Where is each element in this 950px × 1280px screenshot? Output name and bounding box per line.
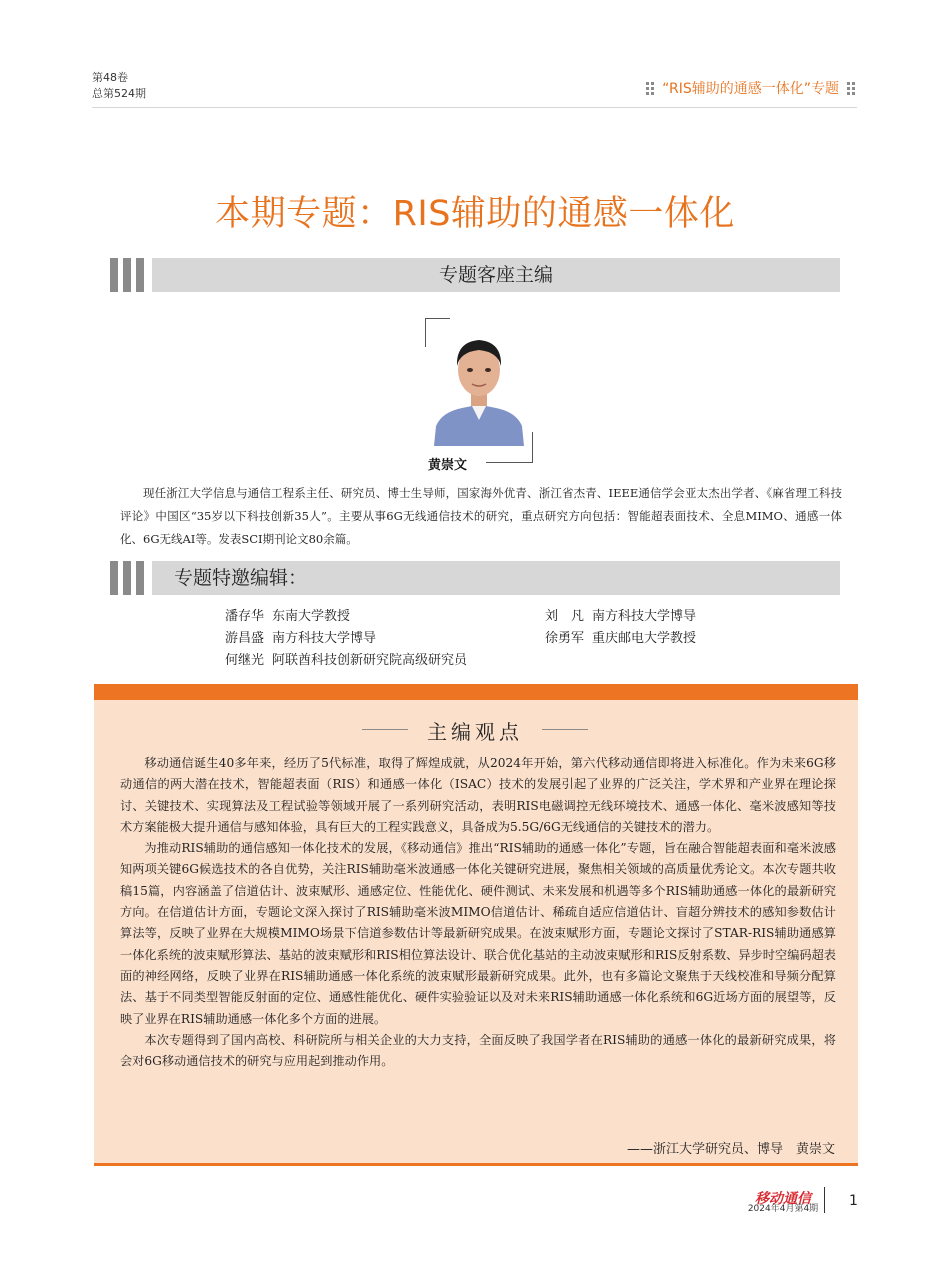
editor-view-top-bar: [94, 684, 858, 700]
editor-view-heading: 主编观点: [427, 720, 523, 744]
footer-divider: [824, 1187, 825, 1213]
invited-editor: [545, 628, 696, 650]
guest-editor-heading: 专题客座主编: [438, 264, 553, 286]
dot-grid-icon: [847, 82, 855, 95]
header-topic-tag: [646, 78, 855, 98]
invited-editor: [225, 650, 467, 672]
editor-view-paragraph: 移动通信诞生40多年来，经历了5代标准，取得了辉煌成就，从2024年开始，第六代移动通信即将进入标准化。作为未来6G移动通信的两大潜在技术，智能超表面（RIS）和通感一体化（ISAC）技术的发展引起了业界的广泛关注，学术界和产业界在理论探讨、关键技术、实现算法及工程试验等领域开展了一系列研究活动，表明RIS电磁调控无线环境技术、通感一体化、毫米波感知等技术方案能极大提升通信与感知体验，具有巨大的工程实践意义，具备成为5.5G/6G无线通信的关键技术的潜力。: [120, 756, 836, 834]
invited-editor-title: 东南大学教授: [272, 609, 351, 624]
editor-view-bottom-rule: [94, 1163, 858, 1166]
page-title: 本期专题：RIS辅助的通感一体化: [215, 194, 735, 234]
invited-editor-title: 重庆邮电大学教授: [592, 631, 697, 646]
magazine-brand: 移动通信: [755, 1191, 811, 1207]
heading-rule-right: [542, 729, 588, 730]
invited-editor-title: 南方科技大学博导: [592, 609, 697, 624]
invited-editors-heading-bar: [110, 561, 840, 595]
editor-view-signature: ——浙江大学研究员、博导 黄崇文: [626, 1142, 835, 1157]
guest-editor-name: 黄崇文: [428, 458, 468, 473]
header-divider: [92, 107, 857, 108]
volume-info: [92, 70, 146, 102]
invited-editor: [225, 606, 350, 628]
editor-portrait: [432, 326, 526, 446]
invited-editor-name: 刘 凡: [545, 609, 585, 624]
invited-editor-title: 阿联酋科技创新研究院高级研究员: [272, 653, 468, 668]
editor-view-body: [120, 753, 836, 1072]
name-underline: [486, 462, 532, 463]
invited-editor-title: 南方科技大学博导: [272, 631, 377, 646]
invited-editor-name: 何继光: [225, 653, 265, 668]
invited-editor-name: 潘存华: [225, 609, 265, 624]
invited-editor: [225, 628, 376, 650]
invited-editor: [545, 606, 696, 628]
page-number: 1: [849, 1193, 858, 1209]
total-issue: 总第524期: [92, 87, 146, 100]
editor-view-paragraph: 本次专题得到了国内高校、科研院所与相关企业的大力支持，全面反映了我国学者在RIS辅助的通感一体化的最新研究成果，将会对6G移动通信技术的研究与应用起到推动作用。: [120, 1032, 836, 1069]
invited-editor-name: 徐勇军: [545, 631, 585, 646]
invited-editor-name: 游昌盛: [225, 631, 265, 646]
dot-grid-icon: [646, 82, 654, 95]
invited-editors-heading: 专题特邀编辑：: [174, 567, 308, 589]
header-topic-text: “RIS辅助的通感一体化”专题: [662, 81, 839, 97]
guest-editor-bio: 现任浙江大学信息与通信工程系主任、研究员、博士生导师，国家海外优青、浙江省杰青、IEEE通信学会亚太杰出学者、《麻省理工科技评论》中国区“35岁以下科技创新35人”。主要从事6G无线通信技术的研究，重点研究方向包括：智能超表面技术、全息MIMO、通感一体化、6G无线AI等。发表SCI期刊论文80余篇。: [120, 486, 842, 546]
editor-view-paragraph: 为推动RIS辅助的通信感知一体化技术的发展，《移动通信》推出“RIS辅助的通感一体化”专题，旨在融合智能超表面和毫米波感知两项关键6G候选技术的各自优势，关注RIS辅助毫米波通感一体化关键研究进展，聚焦相关领域的高质量优秀论文。本次专题共收稿15篇，内容涵盖了信道估计、波束赋形、通感定位、性能优化、硬件测试、未来发展和机遇等多个RIS辅助通感一体化的最新研究方向。在信道估计方面，专题论文深入探讨了RIS辅助毫米波MIMO信道估计、稀疏自适应信道估计、盲超分辨技术的感知参数估计算法等，反映了业界在大规模MIMO场景下信道参数估计等最新研究成果。在波束赋形方面，专题论文探讨了STAR-RIS辅助通感算一体化系统的波束赋形算法、基站的波束赋形和RIS相位算法设计、联合优化基站的主动波束赋形和RIS反射系数、异步时空编码超表面的神经网络，反映了业界在RIS辅助通感一体化系统的波束赋形最新研究成果。此外，也有多篇论文聚焦于天线校准和导频分配算法、基于不同类型智能反射面的定位、通感性能优化、硬件实验验证以及对未来RIS辅助通感一体化系统和6G近场方面的展望等，反映了业界在RIS辅助通感一体化多个方面的进展。: [120, 841, 836, 1026]
volume-number: 第48卷: [92, 71, 128, 84]
section-stripes-icon: [110, 258, 144, 292]
portrait-frame-corner: [510, 432, 533, 463]
guest-editor-heading-bar: [110, 258, 840, 292]
section-stripes-icon: [110, 561, 144, 595]
issue-date: 2024年4月第4期: [747, 1204, 819, 1214]
